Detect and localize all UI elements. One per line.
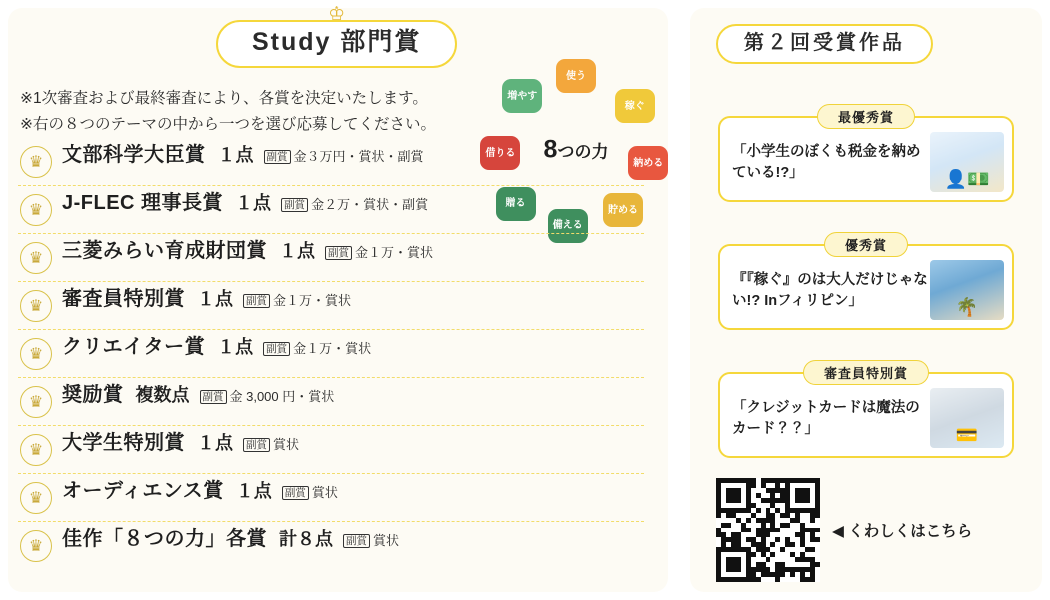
wheel-node-1 [615, 89, 655, 123]
wheel-node-label: 使う [566, 70, 586, 82]
wheel-node-label: 納める [633, 157, 664, 169]
crown-icon: ♛ [20, 194, 52, 226]
award-prize [264, 146, 424, 165]
left-section-title [216, 4, 457, 68]
award-prize [325, 242, 433, 261]
winner-thumbnail [930, 260, 1004, 320]
prize-tag: 副賞 [263, 342, 290, 356]
wheel-node-label: 備える [552, 220, 583, 232]
winner-label: 審査員特別賞 [803, 360, 929, 385]
award-prize [200, 386, 335, 405]
crown-icon: ♛ [20, 146, 52, 178]
wheel-node-label: 借りる [485, 147, 516, 159]
prize-text: 金２万・賞状・副賞 [311, 197, 429, 212]
winner-card-jury-special[interactable] [718, 366, 1014, 458]
qr-code-icon[interactable] [716, 478, 820, 582]
award-row [18, 522, 644, 570]
winner-label: 優秀賞 [824, 232, 908, 257]
award-name: 奨励賞 [62, 384, 124, 406]
award-row [18, 234, 644, 282]
prize-tag: 副賞 [243, 438, 270, 452]
award-name: J-FLEC 理事長賞 [62, 192, 224, 214]
award-name: 三菱みらい育成財団賞 [62, 240, 267, 262]
winner-card-excellence[interactable] [718, 238, 1014, 330]
award-count: １点 [217, 337, 254, 357]
wheel-node-0 [556, 59, 596, 93]
crown-icon: ♛ [20, 338, 52, 370]
award-prize [263, 338, 371, 357]
award-prize [343, 530, 399, 549]
illustration-icon: 🌴 [955, 297, 979, 317]
award-list [18, 135, 644, 570]
award-name: 佳作「８つの力」各賞 [62, 528, 267, 550]
prize-text: 金１万・賞状 [273, 293, 352, 308]
award-prize [281, 194, 428, 213]
wheel-node-7 [502, 79, 542, 113]
wheel-center-suffix: つの力 [557, 142, 609, 162]
award-name: 審査員特別賞 [62, 288, 185, 310]
notes-block [20, 86, 490, 137]
award-count: １点 [197, 433, 233, 453]
illustration-icon: 💳 [955, 425, 979, 445]
crown-icon: ♛ [20, 434, 52, 466]
left-title-text: Study 部門賞 [252, 28, 422, 56]
wheel-node-label: 稼ぐ [624, 100, 645, 112]
award-row [18, 330, 644, 378]
award-name: オーディエンス賞 [62, 480, 224, 502]
left-title-box [216, 4, 457, 68]
prize-tag: 副賞 [281, 198, 308, 212]
winner-title: 「小学生のぼくも税金を納めている!?」 [732, 144, 921, 182]
award-row [18, 474, 644, 522]
award-prize [243, 434, 299, 453]
winner-title: 「クレジットカードは魔法のカード？？」 [732, 400, 920, 438]
prize-tag: 副賞 [282, 486, 309, 500]
award-name: クリエイター賞 [62, 336, 206, 358]
crown-icon: ♛ [20, 290, 52, 322]
crown-icon: ♛ [20, 386, 52, 418]
crown-icon: ♔ [328, 4, 346, 25]
winner-card-grand-prize[interactable] [718, 110, 1014, 202]
award-count: 計８点 [279, 529, 333, 549]
crown-icon: ♛ [20, 242, 52, 274]
note-line-2: ※右の８つのテーマの中から一つを選び応募してください。 [20, 115, 436, 133]
note-line-1: ※1次審査および最終審査により、各賞を決定いたします。 [20, 90, 428, 107]
award-name: 大学生特別賞 [62, 432, 185, 454]
prize-text: 金３万円・賞状・副賞 [293, 149, 424, 164]
illustration-icon: 👤💵 [944, 169, 990, 189]
award-count: １点 [197, 289, 233, 309]
prize-text: 賞状 [373, 533, 400, 548]
award-prize [282, 482, 338, 501]
award-name: 文部科学大臣賞 [62, 144, 206, 166]
prize-tag: 副賞 [243, 294, 270, 308]
prize-text: 賞状 [311, 485, 338, 500]
award-prize [243, 290, 351, 309]
qr-caption: ◀ くわしくはこちら [832, 523, 973, 540]
crown-icon: ♛ [20, 530, 52, 562]
wheel-node-label: 増やす [507, 90, 538, 102]
award-count: １点 [235, 193, 272, 213]
wheel-center-number: 8 [543, 135, 558, 164]
right-section-title [716, 24, 933, 64]
winner-thumbnail [930, 132, 1004, 192]
award-row [18, 378, 644, 426]
award-row [18, 282, 644, 330]
winner-title: 『『稼ぐ』のは大人だけじゃない!? Inフィリピン」 [732, 272, 928, 310]
award-count: １点 [279, 241, 315, 261]
crown-icon: ♛ [20, 482, 52, 514]
prize-text: 金 3,000 円・賞状 [229, 389, 335, 404]
winner-thumbnail [930, 388, 1004, 448]
qr-area[interactable] [716, 478, 972, 582]
wheel-node-label: 贈る [505, 198, 526, 210]
award-row [18, 135, 644, 186]
award-count: 複数点 [135, 385, 190, 405]
right-title-box [716, 24, 933, 64]
prize-tag: 副賞 [264, 150, 291, 164]
right-title-text: 第２回受賞作品 [744, 32, 905, 54]
winner-label: 最優秀賞 [817, 104, 915, 129]
prize-text: 金１万・賞状 [355, 245, 434, 260]
award-row [18, 186, 644, 234]
award-count: １点 [235, 481, 272, 501]
prize-text: 賞状 [273, 437, 300, 452]
wheel-node-label: 貯める [608, 204, 639, 216]
prize-text: 金１万・賞状 [293, 341, 372, 356]
award-row [18, 426, 644, 474]
prize-tag: 副賞 [325, 246, 352, 260]
award-count: １点 [217, 145, 254, 165]
prize-tag: 副賞 [343, 534, 370, 548]
prize-tag: 副賞 [200, 390, 227, 404]
